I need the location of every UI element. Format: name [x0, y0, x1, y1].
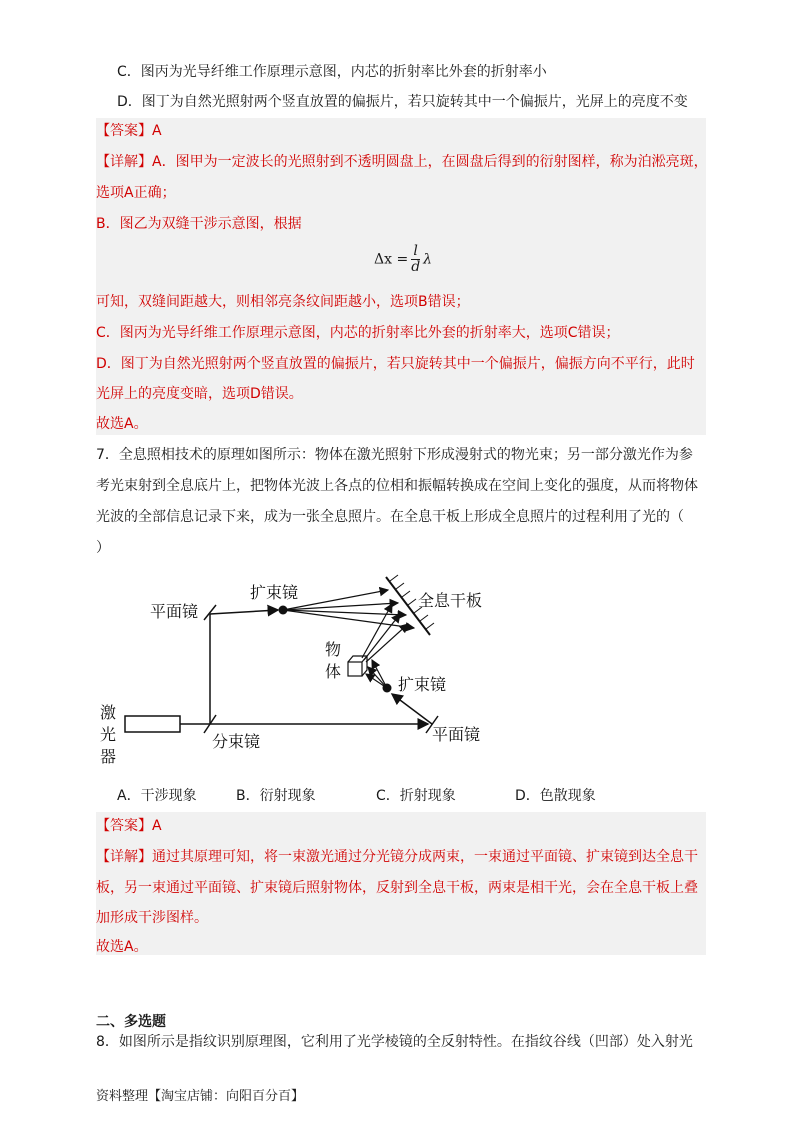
q6-option-d: D．图丁为自然光照射两个竖直放置的偏振片，若只旋转其中一个偏振片，光屏上的亮度不变: [117, 94, 688, 110]
q7-answer: [96, 816, 162, 836]
label-mirror-right: 平面镜: [432, 725, 481, 744]
q7-option-c: C．折射现象: [376, 788, 456, 804]
detail-tag: 【详解】: [96, 154, 152, 170]
label-expander-right: 扩束镜: [398, 675, 447, 694]
detail-tag: 【详解】: [96, 849, 152, 865]
q7-detail-cont-2: 加形成干涉图样。: [96, 910, 208, 926]
formula-denominator: d: [411, 259, 421, 275]
q6-detail-b: B．图乙为双缝干涉示意图，根据: [96, 216, 302, 232]
beam-to-expander-right: [392, 694, 432, 724]
q7-option-d: D．色散现象: [515, 788, 596, 804]
q6-detail-d: D．图丁为自然光照射两个竖直放置的偏振片，若只旋转其中一个偏振片，偏振方向不平行，此时: [96, 356, 695, 372]
q7-stem-line-4: ）: [96, 540, 110, 556]
answer-tag: 【答案】: [96, 818, 152, 834]
laser-body: [125, 716, 180, 732]
ray-object-1: [362, 604, 392, 658]
answer-value: A: [152, 818, 162, 834]
formula-lambda: λ: [423, 251, 433, 268]
beam-to-expander-top: [210, 610, 278, 614]
q7-option-b: B．衍射现象: [236, 788, 316, 804]
q8-stem-line-1: 8．如图所示是指纹识别原理图，它利用了光学棱镜的全反射特性。在指纹谷线（凹部）处入射光: [96, 1034, 693, 1050]
formula-numerator: l: [411, 244, 420, 260]
label-splitter: 分束镜: [212, 732, 261, 751]
q7-stem-line-2: 考光束射到全息底片上，把物体光波上各点的位相和振幅转换成在空间上变化的强度，从而将物体: [96, 478, 698, 494]
q7-stem-line-3: 光波的全部信息记录下来，成为一张全息照片。在全息干板上形成全息照片的过程利用了光的（: [96, 509, 684, 525]
detail-text: A．图甲为一定波长的光照射到不透明圆盘上，在圆盘后得到的衍射图样，称为泊淞亮斑，: [152, 154, 708, 170]
q6-conclusion: 故选A。: [96, 416, 148, 432]
q6-detail-a-cont: 选项A正确；: [96, 185, 176, 201]
q7-stem-line-1: 7．全息照相技术的原理如图所示：物体在激光照射下形成漫射式的物光束；另一部分激光作为参: [96, 447, 693, 463]
section-heading: 二、多选题: [96, 1014, 166, 1030]
label-laser-2: 光: [100, 725, 117, 744]
label-object-1: 物: [325, 640, 342, 659]
q7-detail-cont-1: 板，另一束通过平面镜、扩束镜后照射物体，反射到全息干板，两束是相干光，会在全息干板上叠: [96, 880, 698, 896]
label-laser-1: 激: [100, 703, 117, 722]
q7-detail: [96, 847, 698, 867]
footer-source: 资料整理【淘宝店铺：向阳百分百】: [96, 1089, 305, 1104]
label-plate: 全息干板: [418, 591, 483, 610]
q7-option-a: A．干涉现象: [117, 788, 197, 804]
answer-tag: 【答案】: [96, 123, 152, 139]
q7-conclusion: 故选A。: [96, 939, 148, 955]
q6-detail-c: C．图丙为光导纤维工作原理示意图，内芯的折射率比外套的折射率大，选项C错误；: [96, 325, 620, 341]
label-laser-3: 器: [100, 747, 117, 766]
answer-value: A: [152, 123, 162, 139]
formula-lhs: Δx =: [374, 251, 409, 268]
q6-option-c: C．图丙为光导纤维工作原理示意图，内芯的折射率比外套的折射率小: [117, 64, 547, 80]
label-object-2: 体: [325, 662, 342, 681]
detail-text: 通过其原理可知，将一束激光通过分光镜分成两束，一束通过平面镜、扩束镜到达全息干: [152, 849, 698, 865]
q6-detail-d-cont: 光屏上的亮度变暗，选项D错误。: [96, 386, 303, 402]
q6-detail-b-cont: 可知，双缝间距越大，则相邻亮条纹间距越小，选项B错误；: [96, 294, 470, 310]
label-expander-top: 扩束镜: [250, 583, 299, 602]
label-mirror-top: 平面镜: [150, 602, 199, 621]
